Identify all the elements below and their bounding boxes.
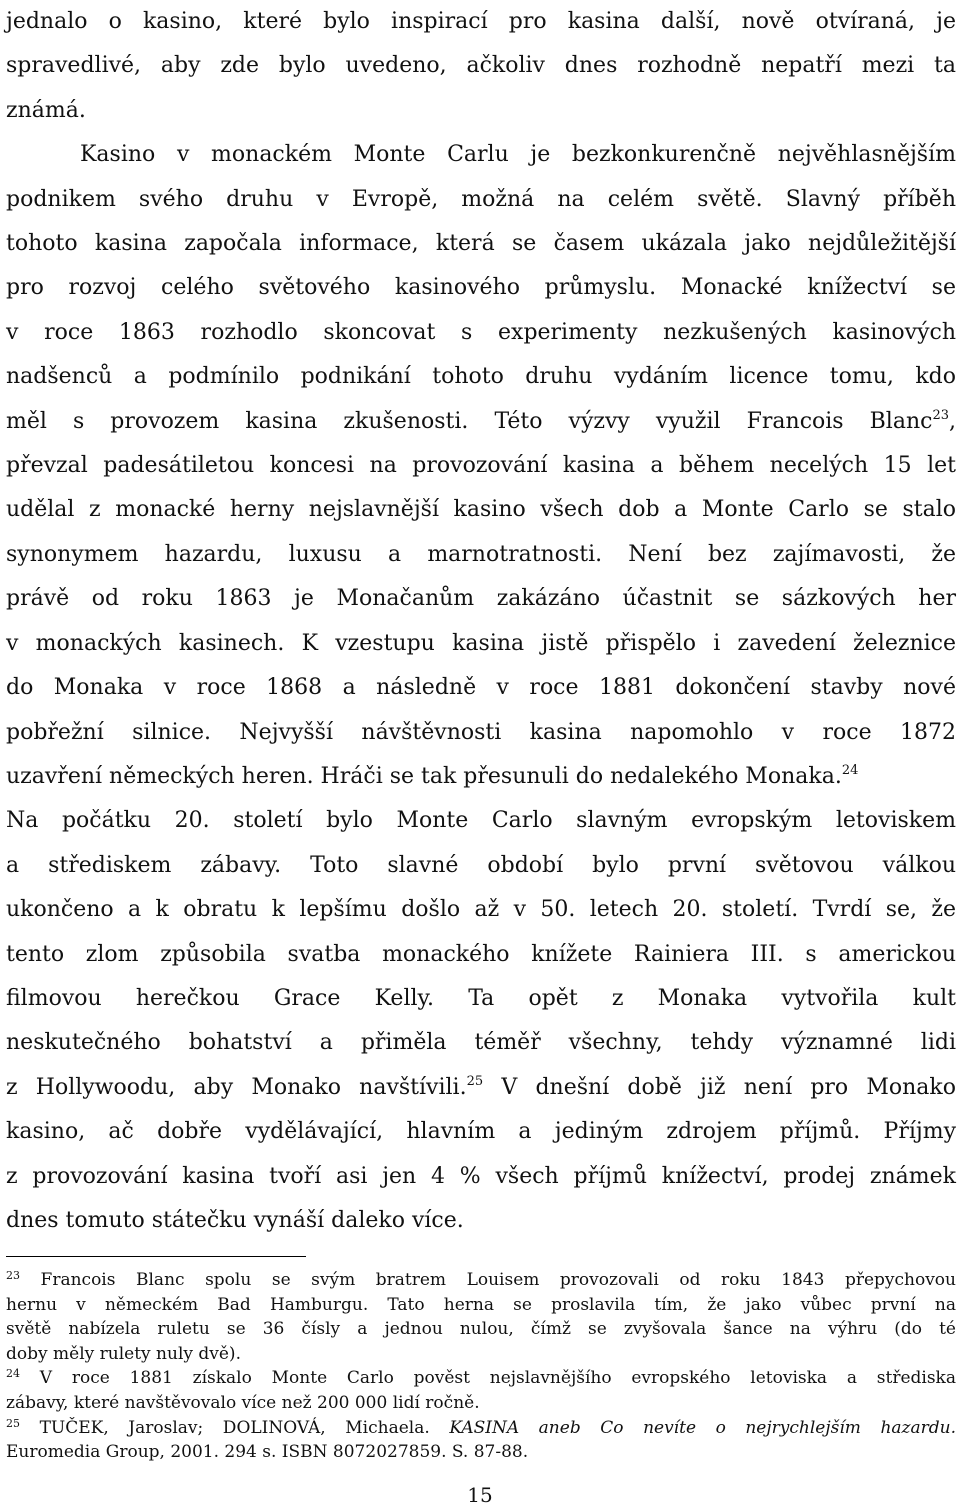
text-line: známá. bbox=[6, 97, 86, 123]
text-segment: uzavření německých heren. Hráči se tak přesunuli do nedalekého Monaka. bbox=[6, 763, 842, 789]
footnote-separator bbox=[6, 1256, 306, 1257]
footnote-text: V roce 1881 získalo Monte Carlo pověst nejslavnějšího evropského letoviska a střediska bbox=[39, 1368, 956, 1389]
text-line: tohoto kasina započala informace, která se časem ukázala jako nejdůležitější bbox=[6, 231, 956, 257]
footnote-line bbox=[6, 1416, 956, 1441]
footnote-line: Euromedia Group, 2001. 294 s. ISBN 8072027859. S. 87-88. bbox=[6, 1442, 529, 1463]
text-line: pro rozvoj celého světového kasinového průmyslu. Monacké knížectví se bbox=[6, 275, 956, 301]
text-line: ukončeno a k obratu k lepšímu došlo až v 50. letech 20. století. Tvrdí se, že bbox=[6, 897, 956, 923]
footnote-line: doby měly rulety nuly dvě). bbox=[6, 1343, 241, 1364]
text-line: v monackých kasinech. K vzestupu kasina jistě přispělo i zavedení železnice bbox=[6, 630, 956, 656]
footnote-line bbox=[6, 1268, 956, 1293]
citation-author: TUČEK, Jaroslav; DOLINOVÁ, Michaela. bbox=[39, 1417, 430, 1438]
text-line bbox=[6, 400, 956, 444]
text-segment: V dnešní době již není pro Monako bbox=[483, 1074, 956, 1100]
text-line: filmovou herečkou Grace Kelly. Ta opět z Monaka vytvořila kult bbox=[6, 985, 956, 1011]
text-line bbox=[6, 1066, 956, 1110]
page-number: 15 bbox=[467, 1483, 493, 1507]
footnote-ref-23[interactable]: 23 bbox=[932, 407, 949, 423]
footnote-number: 23 bbox=[6, 1269, 20, 1282]
paragraph-2 bbox=[6, 133, 956, 1243]
footnote-ref-25[interactable]: 25 bbox=[466, 1073, 484, 1089]
text-line: dnes tomuto státečku vynáší daleko více. bbox=[6, 1207, 464, 1233]
text-line: spravedlivé, aby zde bylo uvedeno, ačkoliv dnes rozhodně nepatří mezi ta bbox=[6, 53, 956, 79]
text-line: z provozování kasina tvoří asi jen 4 % všech příjmů knížectví, prodej známek bbox=[6, 1163, 956, 1189]
text-line: do Monaka v roce 1868 a následně v roce 1881 dokončení stavby nové bbox=[6, 675, 956, 701]
text-line: jednalo o kasino, které bylo inspirací pro kasina další, nově otvíraná, je bbox=[6, 9, 956, 34]
footnote-text: Francois Blanc spolu se svým bratrem Louisem provozovali od roku 1843 přepychovou bbox=[40, 1270, 956, 1290]
footnotes bbox=[6, 1268, 956, 1465]
text-line: v roce 1863 rozhodlo skoncovat s experimenty nezkušených kasinových bbox=[6, 319, 956, 345]
text-segment: , bbox=[949, 408, 956, 434]
footnote-line: světě nabízela ruletu se 36 čísly a jednou nulou, čímž se zvyšovala šance na výhru (do té bbox=[6, 1319, 956, 1340]
text-line: pobřežní silnice. Nejvyšší návštěvnosti kasina napomohlo v roce 1872 bbox=[6, 719, 956, 745]
footnote-line: zábavy, které navštěvovalo více než 200 000 lidí ročně. bbox=[6, 1392, 480, 1413]
text-segment: z Hollywoodu, aby Monako navštívili. bbox=[6, 1074, 467, 1100]
footnote-number: 25 bbox=[6, 1416, 20, 1430]
text-line: podnikem svého druhu v Evropě, možná na celém světě. Slavný příběh bbox=[6, 186, 956, 212]
footnote-line bbox=[6, 1366, 956, 1391]
footnote-23 bbox=[6, 1268, 956, 1366]
footnote-number: 24 bbox=[6, 1367, 20, 1381]
text-line: udělal z monacké herny nejslavnější kasino všech dob a Monte Carlo se stalo bbox=[6, 497, 956, 523]
text-line: Na počátku 20. století bylo Monte Carlo slavným evropským letoviskem bbox=[6, 808, 956, 834]
footnote-line: hernu v německém Bad Hamburgu. Tato herna se proslavila tím, že jako vůbec první na bbox=[6, 1294, 956, 1315]
text-line: převzal padesátiletou koncesi na provozování kasina a během necelých 15 let bbox=[6, 453, 956, 479]
text-line: a střediskem zábavy. Toto slavné období bylo první světovou válkou bbox=[6, 852, 956, 878]
text-line: právě od roku 1863 je Monačanům zakázáno účastnit se sázkových her bbox=[6, 586, 956, 612]
text-line: Kasino v monackém Monte Carlu je bezkonkurenčně nejvěhlasnějším bbox=[80, 142, 956, 168]
citation-title: KASINA aneb Co nevíte o nejrychlejším hazardu. bbox=[449, 1417, 956, 1438]
text-line: synonymem hazardu, luxusu a marnotratnosti. Není bez zajímavosti, že bbox=[6, 541, 956, 567]
text-line: tento zlom způsobila svatba monackého knížete Rainiera III. s americkou bbox=[6, 941, 956, 967]
paragraph-1 bbox=[6, 0, 956, 133]
text-line: nadšenců a podmínilo podnikání tohoto druhu vydáním licence tomu, kdo bbox=[6, 364, 956, 390]
text-line bbox=[6, 755, 956, 799]
footnote-ref-24[interactable]: 24 bbox=[841, 762, 859, 778]
text-line: neskutečného bohatství a přiměla téměř všechny, tehdy významné lidi bbox=[6, 1030, 956, 1056]
text-segment: měl s provozem kasina zkušenosti. Této výzvy využil Francois Blanc bbox=[6, 408, 933, 434]
text-line: kasino, ač dobře vydělávající, hlavním a jediným zdrojem příjmů. Příjmy bbox=[6, 1119, 956, 1145]
body-text bbox=[6, 0, 956, 1243]
footnote-25 bbox=[6, 1416, 956, 1465]
footnote-24 bbox=[6, 1366, 956, 1415]
